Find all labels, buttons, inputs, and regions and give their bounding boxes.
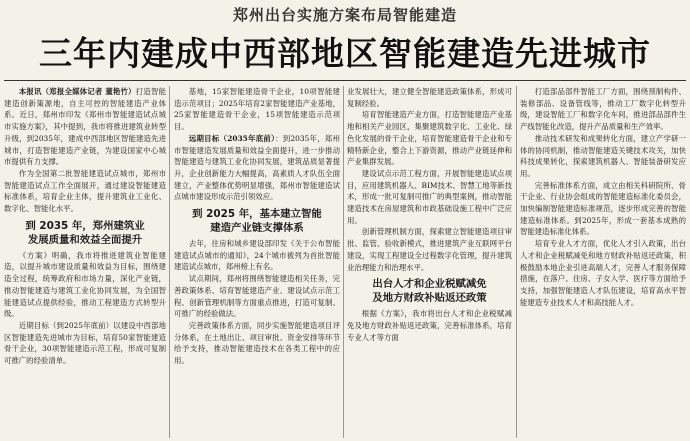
article-column-1 bbox=[4, 86, 166, 438]
article-paragraph: 培育智能建造产业方面，打造智能建造产业基地和相关产业园区，集聚建筑数字化、工业化、绿色化发展的骨干企业，培育智能建造骨干企业和专精特新企业，整合上下游资源，推动产业链延伸和产业集群发展。 bbox=[347, 110, 512, 167]
column-divider bbox=[169, 86, 170, 438]
article-paragraph: 培育专业人才方面，优化人才引入政策，出台人才和企业税赋减免和地方财政补贴返还政策，积极鼓励本地企业引进高端人才，完善人才服务保障措施，在落户、住房、子女入学、医疗等方面给予支持，加强智能建造人才队伍建设，培育高水平智能建造专业技术人才和高技能人才。 bbox=[520, 239, 686, 307]
article-paragraph: 去年，住房和城乡建设部印发《关于公布智能建造试点城市的通知》，24个城市被列为首批智能建造试点城市，郑州榜上有名。 bbox=[174, 239, 340, 272]
article-byline: 本报讯（郑报全媒体记者 董艳竹） bbox=[18, 87, 136, 96]
article-column-4 bbox=[520, 86, 686, 438]
subheading-2025-goal: 到 2025 年，基本建立智能 建造产业链支撑体系 bbox=[192, 208, 322, 235]
article-column-3 bbox=[347, 86, 512, 438]
page-headline: 三年内建成中西部地区智能建造先进城市 bbox=[39, 34, 651, 73]
subheading-talent-policy: 出台人才和企业税赋减免 及地方财政补贴返还政策 bbox=[372, 278, 487, 305]
article-paragraph: 远期目标（2035年底前）：到2035年，郑州市智能建造发展质量和效益全面提升，进一步推动智能建造与建筑工业化协同发展，建筑品质显著提升，企业创新能力大幅提高，高素质人才队伍全面建立，产业整体优势明显增强，郑州市智能建造试点城市建设形成示范引领效应。 bbox=[174, 133, 340, 202]
article-paragraph: 推动技术研发和成果转化方面，建立产学研一体的协同机制，推动智能建造关键技术攻关，加快科技成果转化，探索建筑机器人、智能装备研发应用。 bbox=[520, 133, 686, 178]
article-column-2 bbox=[174, 86, 340, 438]
article-paragraph: 本报讯（郑报全媒体记者 董艳竹）打造智能建造创新策源地，自主可控的智能建造产业体系。近日，郑州市印发《郑州市智能建造试点城市实施方案》，其中提到，我市将推进建筑业转型升级，到2035年，建成中西部地区智能建造先进城市，打造智能建造产业链，为建设国家中心城市提供有力支撑。 bbox=[4, 87, 166, 167]
article-paragraph: 基地，15家智能建造骨干企业，10项智能建造示范项目；2025年培育2家智能建造产业基地，25家智能建造骨干企业，15项智能建造示范项目。 bbox=[174, 87, 340, 132]
article-paragraph: 完善标准体系方面，成立由相关科研院所、骨干企业、行业协会组成的智能建造标准化委员会，加快编制智能建造标准规范，逐步形成完善的智能建造标准体系。到2025年，形成一套基本成熟的智能建造标准化体系。 bbox=[520, 180, 686, 237]
section-kicker: 郑州出台实施方案布局智能建造 bbox=[232, 6, 457, 24]
article-paragraph: 打造部品部件智能工厂方面，围绕预制构件、装修部品、设备管线等，推动工厂数字化转型升级，建设智能工厂和数字化车间，推进部品部件生产线智能化改造，提升产品质量和生产效率。 bbox=[520, 87, 686, 132]
article-paragraph: 近期目标（到2025年底前）以建设中西部地区智能建造先进城市为目标，培育50家智能建造骨干企业，30项智能建造示范工程，形成可复制可推广的经验清单。 bbox=[4, 320, 166, 366]
article-paragraph: 完善政策体系方面，同步实施智能建造项目评分体系，在土地出让、项目审批、资金安排等环节给予支持，推动智能建造技术在各类工程中的应用。 bbox=[174, 320, 340, 366]
article-paragraph: 作为全国第二批智能建造试点城市，郑州市智能建造试点工作全面展开，通过建设智能建造标准体系，培育企业主体，提升建筑业工业化、数字化、智能化水平。 bbox=[4, 168, 166, 214]
article-paragraph: 《方案》明确，我市将推进建筑业智能建造，以提升城市建设质量和效益为目标，围绕建造全过程，统筹政府和市场力量，深化产业链，推动智能建造与建筑工业化协同发展，为全国智能建造试点提供经验，推动工程建造方式转型升级。 bbox=[4, 250, 166, 319]
article-paragraph: 创新管理机制方面，探索建立智能建造项目审批、监管、验收新模式，推进建筑产业互联网平台建设，实现工程建设全过程数字化管理，提升建筑业治理能力和治理水平。 bbox=[347, 227, 512, 272]
subheading-2035-goal: 到 2035 年，郑州建筑业 发展质量和效益全面提升 bbox=[25, 219, 145, 246]
article-paragraph: 根据《方案》，我市将出台人才和企业税赋减免及地方财政补贴返还政策，完善标准体系，培育专业人才等方面 bbox=[347, 309, 512, 342]
column-divider bbox=[516, 86, 517, 438]
article-paragraph: 业发展壮大，建立健全智能建造政策体系，形成可复制经验。 bbox=[347, 87, 512, 108]
article-paragraph: 建设试点示范工程方面，开展智能建造试点项目，应用建筑机器人、BIM技术、智慧工地等新技术，形成一批可复制可推广的典型案例，推动智能建造技术在房屋建筑和市政基础设施工程中广泛应用。 bbox=[347, 168, 512, 225]
headline-rule bbox=[4, 80, 686, 81]
article-paragraph: 试点期间，郑州将围绕智能建造相关任务，完善政策体系、培育智能建造产业、建设试点示范工程、创新管理机制等方面重点推进，打造可复制、可推广的经验做法。 bbox=[174, 274, 340, 319]
column-divider bbox=[343, 86, 344, 438]
